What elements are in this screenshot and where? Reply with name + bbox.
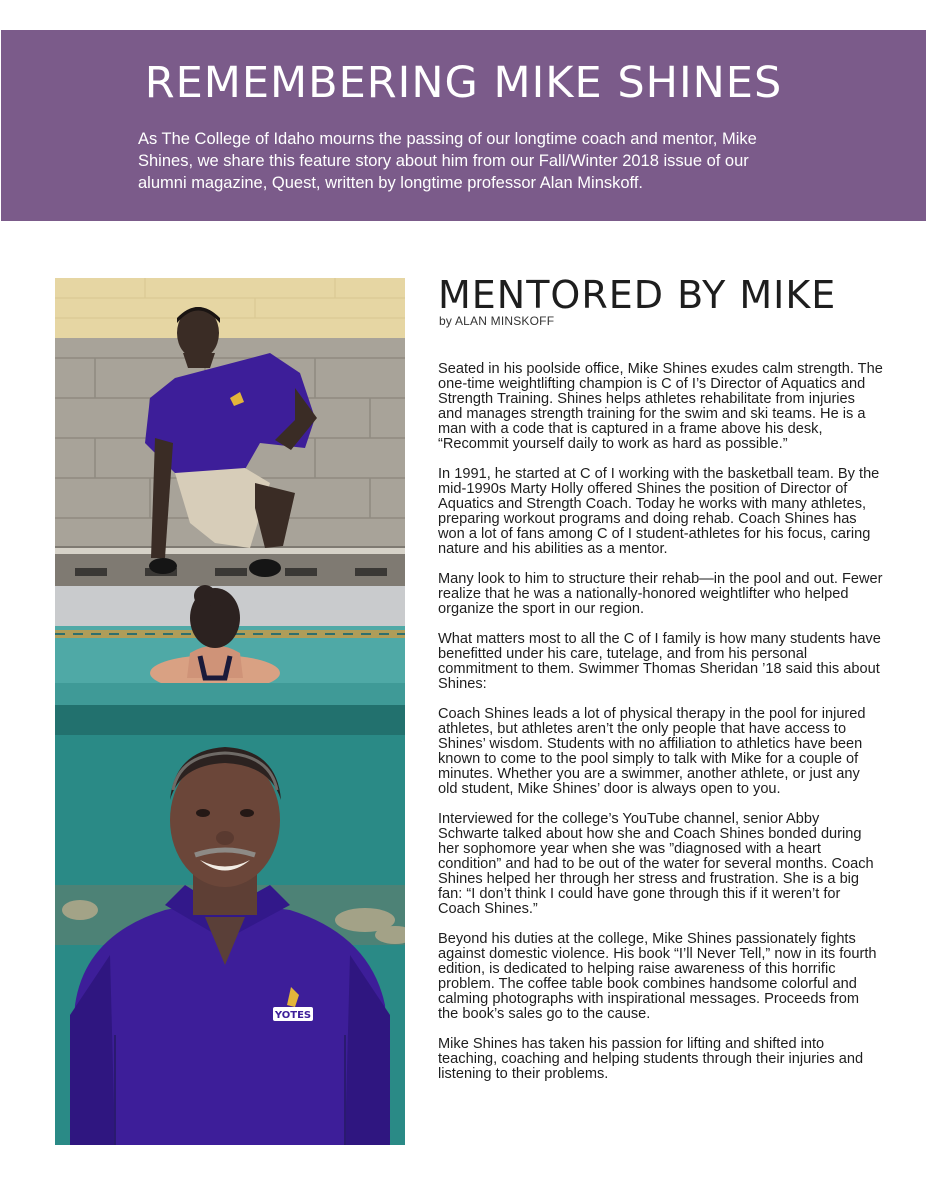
article-body	[438, 362, 883, 1097]
shirt-logo-text: YOTES	[274, 1010, 312, 1021]
article-paragraph: Seated in his poolside office, Mike Shines exudes calm strength. The one-time weightlifting champion is C of I’s Director of Aquatics and Strength Training. Shines helps athletes rehabilitate from injuries and manages strength training for the swim and ski teams. He is a man with a code that is captured in a frame above his desk, “Recommit yourself daily to work as hard as possible.”	[438, 361, 883, 452]
article-paragraph: Beyond his duties at the college, Mike Shines passionately fights against domestic violence. His book “I’ll Never Tell,” now in its fourth edition, is dedicated to helping raise awareness of this horrific problem. The coffee table book combines handsome colorful and calming photographs with inspirational messages. Proceeds from the book’s sales go to the cause.	[438, 931, 877, 1022]
article-paragraph: Mike Shines has taken his passion for lifting and shifted into teaching, coaching and helping students through their injuries and listening to their problems.	[438, 1036, 864, 1082]
photo-coach-portrait	[55, 705, 405, 1145]
photo-coach-poolside	[55, 278, 405, 705]
intro-text: As The College of Idaho mourns the passing of our longtime coach and mentor, Mike Shines, we share this feature story about him from our Fall/Winter 2018 issue of our alumni magazine, Quest, written by longtime professor Alan Minskoff.	[138, 130, 757, 192]
article-paragraph: Coach Shines leads a lot of physical therapy in the pool for injured athletes, but athletes aren’t the only people that have access to Shines’ wisdom. Students with no affiliation to athletics have been known to come to the pool simply to talk with Mike for a couple of minutes. Whether you are a swimmer, another athlete, or just any old student, Mike Shines’ door is always open to you.	[438, 706, 866, 797]
article-paragraph: Interviewed for the college’s YouTube channel, senior Abby Schwarte talked about how she and Coach Shines bonded during her sophomore year when she was ”diagnosed with a heart condition” and had to be out of the water for several months. Coach Shines helped her through her stress and frustration. She is a big fan: “I don’t think I could have gone through this if it weren’t for Coach Shines.”	[438, 811, 874, 917]
article-paragraph: What matters most to all the C of I family is how many students have benefitted under his care, tutelage, and from his personal commitment to them. Swimmer Thomas Sheridan ’18 said this about Shines:	[438, 631, 881, 692]
article-paragraph: In 1991, he started at C of I working with the basketball team. By the mid-1990s Marty Holly offered Shines the position of Director of Aquatics and Strength Coach. Today he works with many athletes, preparing workout programs and doing rehab. Coach Shines has won a lot of fans among C of I student-athletes for his focus, caring nature and his abilities as a mentor.	[438, 466, 880, 557]
header-banner	[1, 30, 926, 221]
article-paragraph: Many look to him to structure their rehab—in the pool and out. Fewer realize that he was a nationally-honored weightlifter who helped organize the sport in our region.	[438, 571, 883, 617]
page-title: REMEMBERING MIKE SHINES	[144, 58, 783, 108]
byline: by ALAN MINSKOFF	[439, 314, 555, 328]
article-title: MENTORED BY MIKE	[438, 273, 837, 317]
